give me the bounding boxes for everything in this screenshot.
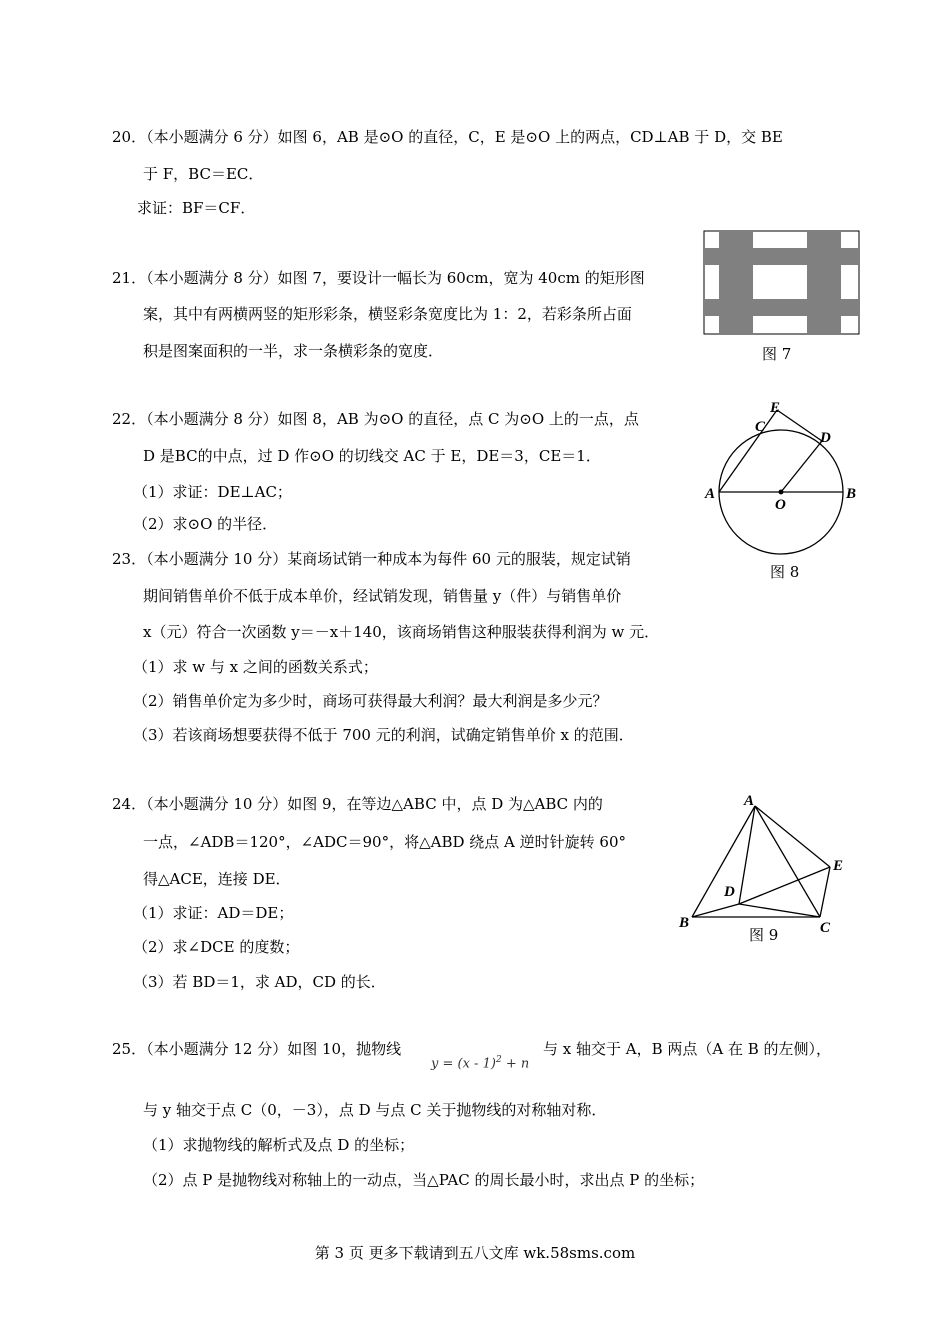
figure-8-caption: 图 8 (770, 563, 800, 581)
q24-line4: （1）求证：AD＝DE； (133, 904, 294, 922)
q24-line3: 得△ACE，连接 DE． (143, 870, 291, 888)
formula-y: y (431, 1056, 439, 1072)
segment-bd (692, 904, 739, 917)
label-b: B (679, 915, 690, 931)
segment-de (739, 867, 830, 904)
q25-formula (431, 1049, 529, 1075)
figure-9-triangle (675, 788, 850, 940)
formula-exponent: 2 (495, 1055, 502, 1065)
q20-line3: 求证：BF＝CF． (137, 199, 256, 217)
label-c: C (820, 920, 831, 936)
q25-line1a: 25．（本小题满分 12 分）如图 10，抛物线 (112, 1040, 402, 1058)
line-ae (719, 410, 777, 492)
formula-eq: = (x - 1) (442, 1056, 496, 1072)
figure-8-circle (700, 395, 865, 560)
q22-line4: （2）求⊙O 的半径． (133, 515, 278, 533)
formula-tail: + n (505, 1056, 530, 1072)
figure-7-caption: 图 7 (762, 345, 792, 363)
q23-line6: （3）若该商场想要获得不低于 700 元的利润，试确定销售单价 x 的范围． (133, 726, 634, 744)
q21-line2: 案，其中有两横两竖的矩形彩条，横竖彩条宽度比为 1：2，若彩条所占面 (143, 305, 632, 323)
side-ac (755, 806, 820, 917)
segment-dc (739, 904, 820, 917)
label-b: B (846, 486, 857, 502)
q23-line1: 23．（本小题满分 10 分）某商场试销一种成本为每件 60 元的服装，规定试销 (112, 550, 631, 568)
label-c: C (755, 419, 766, 435)
q24-line5: （2）求∠DCE 的度数； (133, 938, 300, 956)
label-a: A (705, 486, 716, 502)
q20-line1: 20．（本小题满分 6 分）如图 6，AB 是⊙O 的直径，C，E 是⊙O 上的两点，CD⊥AB 于 D，交 BE (112, 128, 783, 146)
tangent-de (777, 410, 822, 441)
q25-line1b: 与 x 轴交于 A，B 两点（A 在 B 的左侧）， (543, 1040, 832, 1058)
radius-od (781, 441, 822, 492)
label-d: D (724, 884, 735, 900)
page-footer: 第 3 页 更多下载请到五八文库 wk.58sms.com (314, 1244, 636, 1262)
label-e: E (770, 400, 781, 416)
label-e: E (833, 858, 844, 874)
q25-line2: 与 y 轴交于点 C（0，－3），点 D 与点 C 关于抛物线的对称轴对称． (143, 1101, 607, 1119)
q22-line3: （1）求证：DE⊥AC； (133, 483, 292, 501)
q25-line4: （2）点 P 是抛物线对称轴上的一动点，当△PAC 的周长最小时，求出点 P 的坐标； (143, 1171, 705, 1189)
q22-line2: D 是BC的中点，过 D 作⊙O 的切线交 AC 于 E，DE＝3，CE＝1． (143, 447, 601, 465)
q22-line1: 22．（本小题满分 8 分）如图 8，AB 为⊙O 的直径，点 C 为⊙O 上的一点，点 (112, 410, 639, 428)
q24-line6: （3）若 BD＝1，求 AD，CD 的长． (133, 973, 386, 991)
vertical-stripe-1 (719, 231, 753, 334)
figure-7-stripes (703, 230, 861, 336)
label-o: O (775, 497, 786, 513)
segment-ae (755, 806, 830, 867)
q21-line1: 21．（本小题满分 8 分）如图 7，要设计一幅长为 60cm，宽为 40cm 的矩形图 (112, 269, 645, 287)
q23-line4: （1）求 w 与 x 之间的函数关系式； (133, 658, 378, 676)
q20-line2: 于 F，BC＝EC． (143, 165, 264, 183)
q24-line2: 一点，∠ADB＝120°，∠ADC＝90°，将△ABD 绕点 A 逆时针旋转 60° (143, 833, 626, 851)
q21-line3: 积是图案面积的一半，求一条横彩条的宽度． (143, 342, 444, 360)
vertical-stripe-2 (807, 231, 841, 334)
q23-line5: （2）销售单价定为多少时，商场可获得最大利润？最大利润是多少元？ (133, 692, 608, 710)
label-d: D (820, 430, 831, 446)
q24-line1: 24．（本小题满分 10 分）如图 9，在等边△ABC 中，点 D 为△ABC 内的 (112, 795, 603, 813)
figure-9-caption: 图 9 (749, 926, 779, 944)
segment-ec (820, 867, 830, 917)
q23-line2: 期间销售单价不低于成本单价，经试销发现，销售量 y（件）与销售单价 (143, 587, 622, 605)
q23-line3: x（元）符合一次函数 y＝－x＋140，该商场销售这种服装获得利润为 w 元． (143, 623, 660, 641)
horizontal-stripe-1 (704, 248, 859, 265)
horizontal-stripe-2 (704, 299, 859, 316)
center-point (779, 490, 784, 495)
q25-line3: （1）求抛物线的解析式及点 D 的坐标； (143, 1136, 415, 1154)
label-a: A (744, 793, 755, 809)
